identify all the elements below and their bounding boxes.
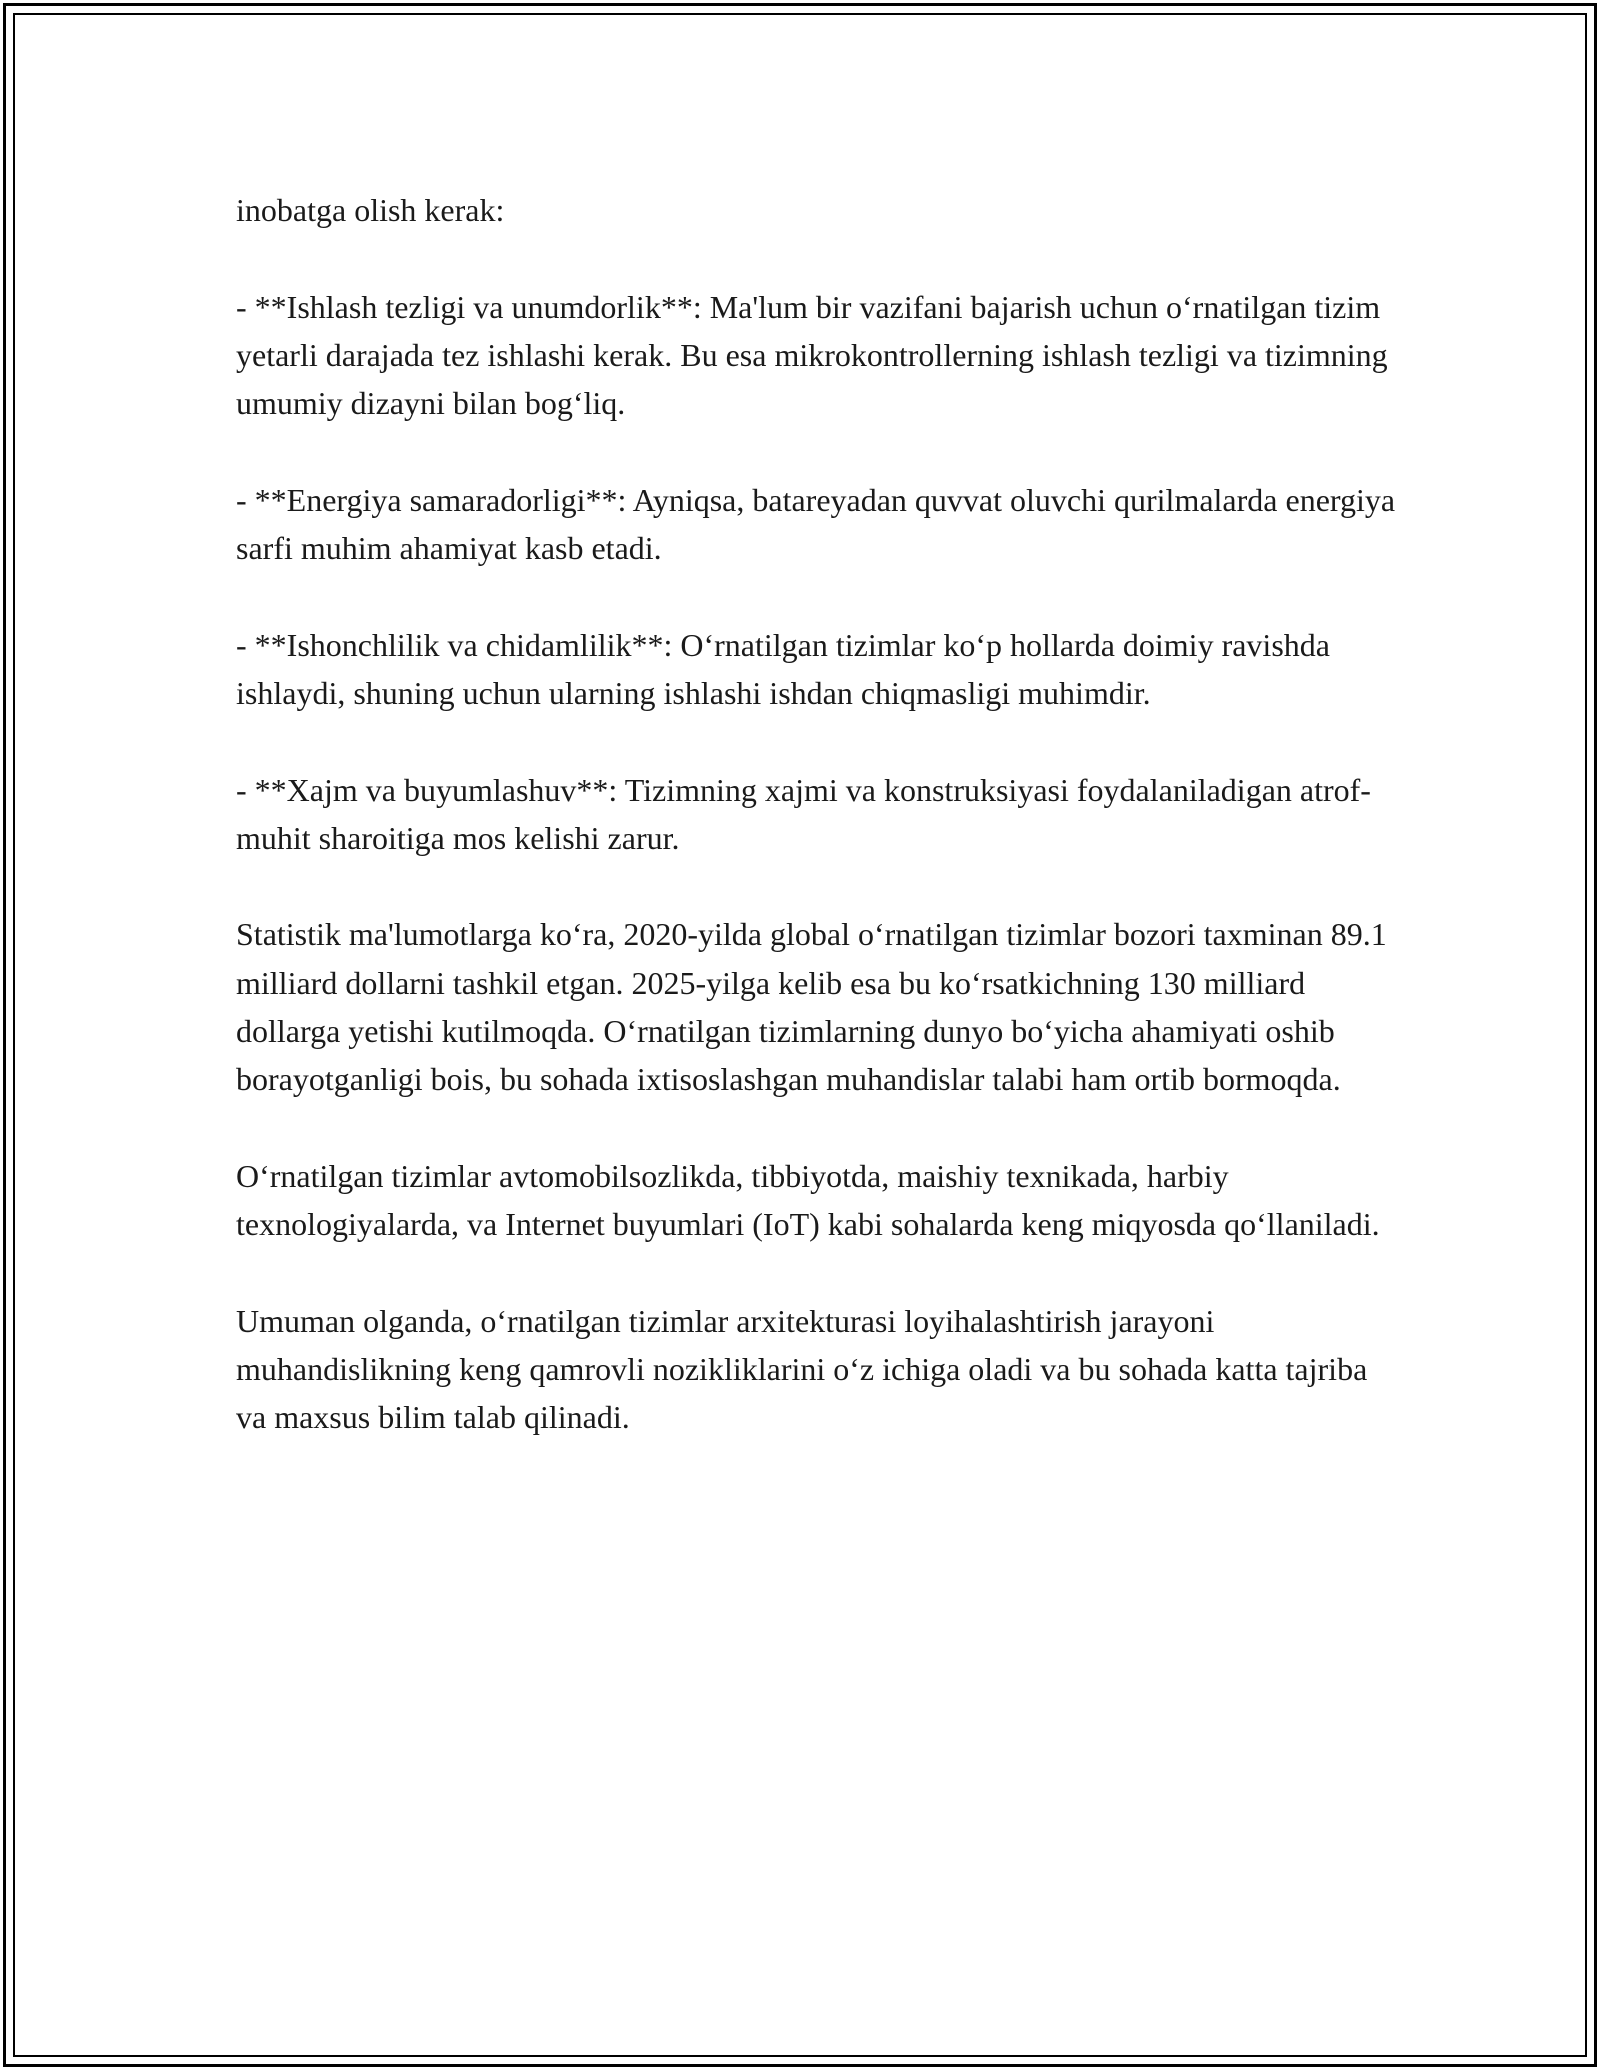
document-body — [236, 186, 1396, 1490]
paragraph-applications: O‘rnatilgan tizimlar avtomobilsozlikda, tibbiyotda, maishiy texnikada, harbiy texnologiyalarda, va Internet buyumlari (IoT) kabi sohalarda keng miqyosda qo‘llaniladi. — [236, 1157, 1380, 1243]
paragraph-intro: inobatga olish kerak: — [236, 192, 505, 228]
paragraph-conclusion: Umuman olganda, o‘rnatilgan tizimlar arxitekturasi loyihalashtirish jarayoni muhandislikning keng qamrovli nozikliklarini o‘z ichiga oladi va bu sohada katta tajriba va maxsus bilim talab qilinadi. — [236, 1302, 1368, 1436]
paragraph-energy: - **Energiya samaradorligi**: Ayniqsa, batareyadan quvvat oluvchi qurilmalarda energiya sarfi muhim ahamiyat kasb etadi. — [236, 481, 1396, 567]
paragraph-statistics: Statistik ma'lumotlarga ko‘ra, 2020-yilda global o‘rnatilgan tizimlar bozori taxminan 89.1 milliard dollarni tashkil etgan. 2025-yilga kelib esa bu ko‘rsatkichning 130 milliard dollarga yetishi kutilmoqda. O‘rnatilgan tizimlarning dunyo bo‘yicha ahamiyati oshib borayotganligi bois, bu sohada ixtisoslashgan muhandislar talabi ham ortib bormoqda. — [236, 916, 1387, 1098]
paragraph-size: - **Xajm va buyumlashuv**: Tizimning xajmi va konstruksiyasi foydalaniladigan atrof-muhit sharoitiga mos kelishi zarur. — [236, 771, 1371, 856]
paragraph-reliability: - **Ishonchlilik va chidamlilik**: O‘rnatilgan tizimlar ko‘p hollarda doimiy ravishda ishlaydi, shuning uchun ularning ishlashi ishdan chiqmasligi muhimdir. — [236, 626, 1330, 711]
paragraph-speed: - **Ishlash tezligi va unumdorlik**: Ma'lum bir vazifani bajarish uchun o‘rnatilgan tizim yetarli darajada tez ishlashi kerak. Bu esa mikrokontrollerning ishlash tezligi va tizimning umumiy dizayni bilan bog‘liq. — [236, 288, 1388, 422]
